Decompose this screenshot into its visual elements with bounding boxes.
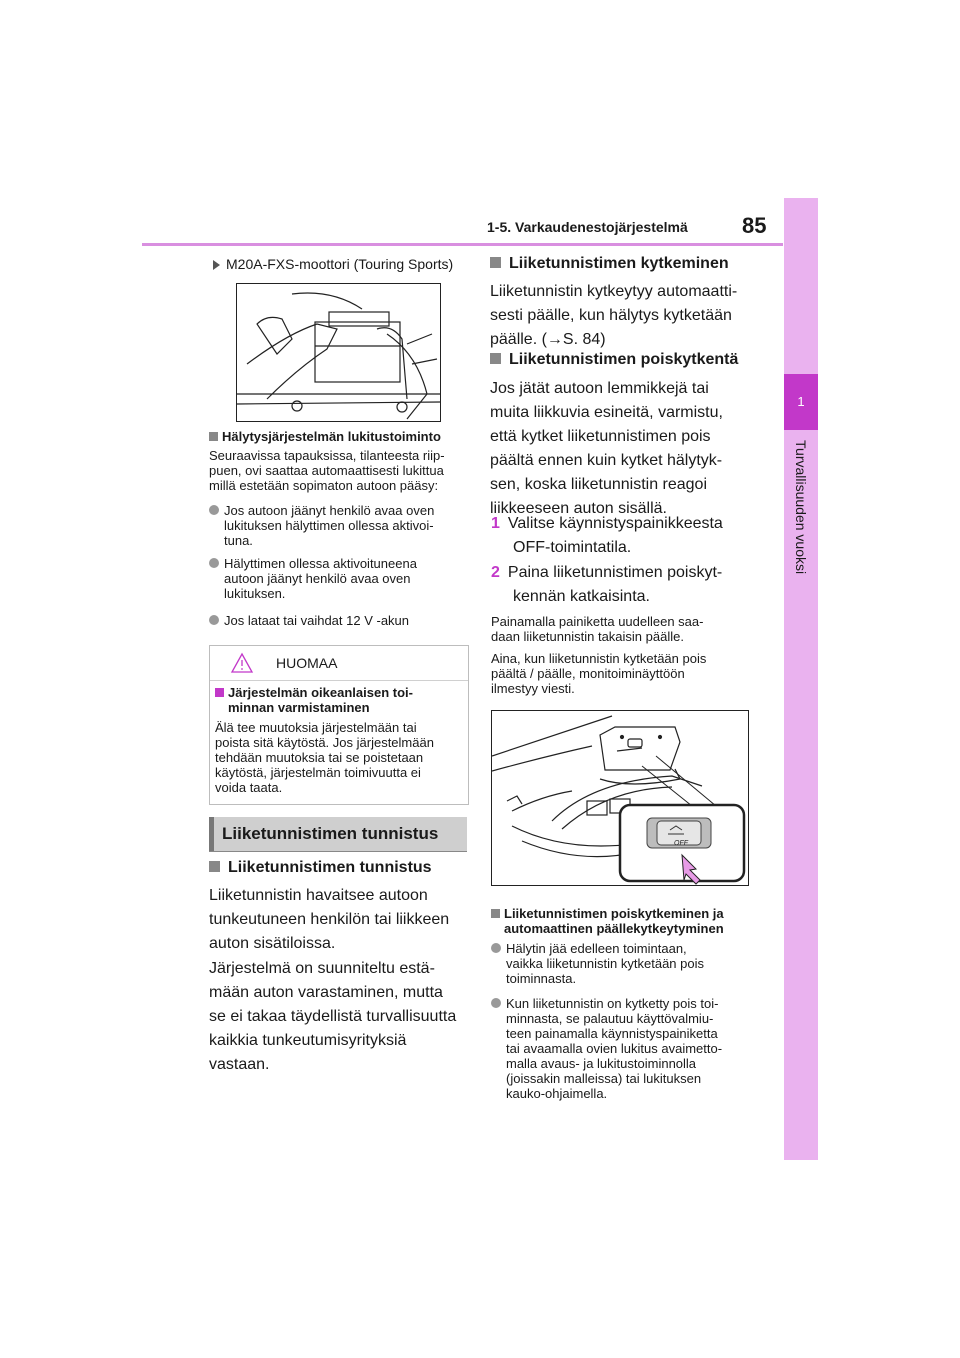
paragraph xyxy=(490,377,723,521)
text-line: poista sitä käytöstä. Jos järjestelmään xyxy=(215,735,434,750)
text-line: Valitse käynnistyspainikkeesta xyxy=(507,515,723,532)
note xyxy=(491,651,706,696)
text-line: autoon jäänyt henkilö avaa oven xyxy=(224,571,411,586)
engine-bay-illustration xyxy=(236,283,441,422)
notice-text xyxy=(215,720,434,795)
note xyxy=(491,614,703,644)
text-line: voida taata. xyxy=(215,780,283,795)
text-line: tuna. xyxy=(224,533,253,548)
text-line: liikkeeseen auton sisällä. xyxy=(490,500,667,517)
subsection-heading xyxy=(491,906,724,936)
text-line: Hälytin jää edelleen toimintaan, xyxy=(506,941,687,956)
text-line: se ei takaa täydellistä turvallisuutta xyxy=(209,1008,457,1025)
text-line: millä estetään sopimaton autoon pääsy: xyxy=(209,478,439,493)
step-2 xyxy=(491,561,722,609)
notice-heading xyxy=(215,685,413,715)
text-line: OFF-toimintatila. xyxy=(513,539,632,556)
chapter-side-tab xyxy=(784,198,818,1160)
text-line: Jos jätät autoon lemmikkejä tai xyxy=(490,380,709,397)
list-item xyxy=(209,503,434,548)
lock-heading-text: Hälytysjärjestelmän lukitustoiminto xyxy=(222,429,441,444)
engine-label xyxy=(213,256,453,272)
warning-triangle-icon xyxy=(230,652,254,674)
text-line: päälle. (→S. 84) xyxy=(490,331,606,348)
text-line: tai avaamalla ovien lukitus avaimetto- xyxy=(506,1041,723,1056)
notice-header xyxy=(210,646,468,680)
bullet-dot-icon xyxy=(491,998,501,1008)
square-bullet-icon xyxy=(490,353,501,364)
subsection-heading-text: Liiketunnistimen tunnistus xyxy=(228,859,432,876)
text-line: teen painamalla käynnistyspainiketta xyxy=(506,1026,718,1041)
notice-title: HUOMAA xyxy=(276,655,338,671)
text-line: muita liikkuvia esineitä, varmistu, xyxy=(490,404,723,421)
subsection-heading-text: Liiketunnistimen kytkeminen xyxy=(509,255,729,272)
subsection-heading xyxy=(209,859,432,877)
text-line: Järjestelmä on suunniteltu estä- xyxy=(209,960,435,977)
list-item xyxy=(209,613,409,628)
bullet-dot-icon xyxy=(209,615,219,625)
engine-bay-drawing xyxy=(237,284,440,421)
square-bullet-icon xyxy=(209,432,218,441)
subsection-heading xyxy=(490,255,729,273)
paragraph xyxy=(490,280,737,352)
text-line: kaikkia tunkeutumisyrityksiä xyxy=(209,1032,407,1049)
text-line: Jos autoon jäänyt henkilö avaa oven xyxy=(224,503,435,518)
list-item xyxy=(491,941,704,986)
text-line: daan liiketunnistin takaisin päälle. xyxy=(491,629,684,644)
text-line: tehdään muutoksia tai se poistetaan xyxy=(215,750,424,765)
text-line: Seuraavissa tapauksissa, tilanteesta riip- xyxy=(209,448,445,463)
notice-box xyxy=(209,645,469,805)
paragraph xyxy=(209,957,456,1077)
text-line: Liiketunnistimen poiskytkeminen ja xyxy=(504,906,724,921)
square-bullet-icon xyxy=(209,861,220,872)
overhead-console-illustration xyxy=(491,710,749,886)
chapter-number: 1 xyxy=(784,374,818,430)
text-line: Liiketunnistin kytkeytyy automaatti- xyxy=(490,283,738,300)
square-bullet-icon xyxy=(491,909,500,918)
text-line: puen, ovi saattaa automaattisesti lukittua xyxy=(209,463,444,478)
lock-text xyxy=(209,448,467,493)
chapter-title xyxy=(778,440,824,610)
text-line: minnan varmistaminen xyxy=(228,700,370,715)
list-item xyxy=(491,996,722,1101)
text-line: kauko-ohjaimella. xyxy=(506,1086,608,1101)
section-bar-rule xyxy=(209,851,467,852)
text-line: mään auton varastaminen, mutta xyxy=(209,984,443,1001)
text-line: Aina, kun liiketunnistin kytketään pois xyxy=(491,651,707,666)
bullet-dot-icon xyxy=(209,505,219,515)
off-label: OFF xyxy=(674,840,688,847)
text-line: Painamalla painiketta uudelleen saa- xyxy=(491,614,704,629)
overhead-console-drawing xyxy=(492,711,748,885)
square-bullet-icon xyxy=(490,257,501,268)
text-line: vaikka liiketunnistin kytketään pois xyxy=(506,956,704,971)
text-line: Kun liiketunnistin on kytketty pois toi- xyxy=(506,996,719,1011)
text-line: sen, koska liiketunnistin reagoi xyxy=(490,476,708,493)
chapter-title-text: Turvallisuuden vuoksi xyxy=(793,440,809,575)
text-line: auton sisätiloissa. xyxy=(209,935,336,952)
text-line: että kytket liiketunnistimen pois xyxy=(490,428,711,445)
bullet-dot-icon xyxy=(491,943,501,953)
notice-divider xyxy=(210,680,468,681)
lock-heading xyxy=(209,429,441,444)
text-line: malla avaus- ja lukitustoiminnolla xyxy=(506,1056,697,1071)
paragraph xyxy=(209,884,449,956)
text-line: (joissakin malleissa) tai lukituksen xyxy=(506,1071,702,1086)
text-line: Hälyttimen ollessa aktivoituneena xyxy=(224,556,417,571)
text-line: toiminnasta. xyxy=(506,971,577,986)
text-line: Järjestelmän oikeanlaisen toi- xyxy=(228,685,413,700)
section-heading-bar xyxy=(209,817,467,851)
section-bar-title: Liiketunnistimen tunnistus xyxy=(222,824,439,843)
text-line: vastaan. xyxy=(209,1056,270,1073)
bullet-dot-icon xyxy=(209,558,219,568)
text-line: automaattinen päällekytkeytyminen xyxy=(504,921,724,936)
subsection-heading-text: Liiketunnistimen poiskytkentä xyxy=(509,351,739,368)
text-line: Jos lataat tai vaihdat 12 V -akun xyxy=(224,613,410,628)
section-bar-accent xyxy=(209,817,214,851)
list-item xyxy=(209,556,417,601)
text-line: Paina liiketunnistimen poiskyt- xyxy=(507,564,723,581)
text-line: Älä tee muutoksia järjestelmään tai xyxy=(215,720,417,735)
text-line: lukituksen. xyxy=(224,586,286,601)
text-line: kennän katkaisinta. xyxy=(513,588,650,605)
step-number: 1 xyxy=(491,515,500,532)
triangle-icon xyxy=(213,260,220,270)
text-line: lukituksen hälyttimen ollessa aktivoi- xyxy=(224,518,434,533)
header-rule xyxy=(142,243,783,246)
step-number: 2 xyxy=(491,564,500,581)
text-line: sesti päälle, kun hälytys kytketään xyxy=(490,307,732,324)
engine-label-text: M20A-FXS-moottori (Touring Sports) xyxy=(226,256,454,272)
text-line: tunkeutuneen henkilön tai liikkeen xyxy=(209,911,450,928)
square-bullet-icon xyxy=(215,688,224,697)
step-1 xyxy=(491,512,723,560)
subsection-heading xyxy=(490,351,738,369)
page-number: 85 xyxy=(742,213,767,238)
text-line: päältä / päälle, monitoiminäyttöön xyxy=(491,666,685,681)
section-title: 1-5. Varkaudenestojärjestelmä xyxy=(487,219,688,235)
text-line: Liiketunnistin havaitsee autoon xyxy=(209,887,428,904)
text-line: käytöstä, järjestelmän toimivuutta ei xyxy=(215,765,421,780)
text-line: päältä ennen kuin kytket hälytyk- xyxy=(490,452,723,469)
text-line: minnasta, se palautuu käyttövalmiu- xyxy=(506,1011,714,1026)
text-line: ilmestyy viesti. xyxy=(491,681,575,696)
